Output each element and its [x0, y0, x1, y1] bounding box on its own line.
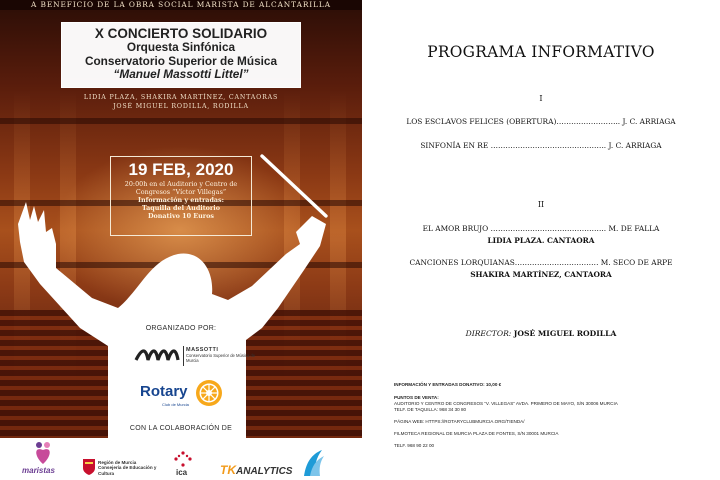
program-page — [362, 0, 720, 480]
tk-analytics-logo — [220, 463, 292, 477]
region-shield-icon — [82, 458, 96, 476]
poster-performers — [0, 93, 362, 111]
massotti-wave-icon — [134, 346, 180, 364]
program-item: SINFONÍA EN RE ……………………………………….. J. C. ARRIAGA — [420, 141, 662, 150]
box-office-phone: TELF. DE TAQUILLA: 968 34 30 80 — [394, 407, 467, 412]
poster-title-box — [61, 22, 301, 88]
program-item: CANCIONES LORQUIANAS……………………………. M. SECO DE ARPE — [409, 258, 673, 267]
maristas-emblem-icon — [30, 440, 56, 466]
sponsor-logos — [0, 438, 362, 480]
event-venue-line: 20:00h en el Auditorio y Centro de — [124, 180, 238, 188]
massotti-subtitle: Conservatorio Superior de Música de Murcia — [186, 353, 256, 363]
performers-line: LIDIA PLAZA, SHAKIRA MARTÍNEZ, CANTAORAS — [83, 94, 279, 101]
poster-title: X CONCIERTO SOLIDARIO — [94, 26, 268, 41]
event-info-line: Donativo 10 Euros — [147, 212, 215, 220]
performers-line: JOSÉ MIGUEL RODILLA, RODILLA — [113, 103, 249, 110]
massotti-logo — [134, 344, 254, 368]
program-section-number: II — [537, 200, 545, 209]
logo-divider — [183, 346, 184, 366]
event-info-line: Taquilla del Auditorio — [141, 204, 220, 212]
director-label: DIRECTOR: — [465, 329, 512, 338]
conservatory-name: Conservatorio Superior de Música — [84, 53, 278, 68]
poster-beneficiary-line: A BENEFICIO DE LA OBRA SOCIAL MARISTA DE ALCANTARILLA — [31, 0, 331, 9]
tk-suffix: ANALYTICS — [236, 466, 293, 477]
tk-prefix: TK — [220, 463, 236, 477]
program-section-number: I — [539, 94, 543, 103]
event-info-line: Información y entradas: — [137, 196, 225, 204]
event-date: 19 FEB, 2020 — [128, 160, 234, 179]
organized-by-label: ORGANIZADO POR: — [145, 325, 217, 332]
event-details-box — [110, 156, 252, 236]
program-heading: PROGRAMA INFORMATIVO — [427, 43, 655, 61]
ica-logo: ica — [176, 468, 188, 477]
sponsor-wave-icon — [300, 448, 326, 478]
ticket-info-title: INFORMACIÓN Y ENTRADAS DONATIVO: 10,00 € — [394, 382, 502, 387]
sales-point-address: AUDITORIO Y CENTRO DE CONGRESOS “V. VILLEGAS” AVDA. PRIMERO DE MAYO, S/N 30006 MURCIA — [394, 401, 618, 406]
region-murcia-logo: Región de Murcia Consejería de Educación y Cultura — [98, 460, 157, 476]
rotary-club-name: Club de Murcia — [162, 402, 189, 407]
orchestra-name: Orquesta Sinfónica — [126, 40, 236, 54]
conservatory-dedication: “Manuel Massotti Littel” — [113, 67, 249, 81]
program-item-performer: SHAKIRA MARTÍNEZ, CANTAORA — [470, 270, 612, 279]
rotary-wheel-icon — [194, 378, 224, 408]
filmoteca-address: FILMOTECA REGIONAL DE MURCIA PLAZA DE FONTES, S/N 30001 MURCIA — [394, 431, 559, 436]
rotary-logo — [140, 378, 230, 414]
rotary-wordmark: Rotary — [140, 383, 188, 400]
massotti-name: MASSOTTI — [186, 347, 219, 353]
ica-emblem-icon — [172, 450, 194, 468]
director-name: JOSÉ MIGUEL RODILLA — [513, 329, 617, 338]
filmoteca-phone: TELF. 968 90 22 00 — [394, 443, 435, 448]
website-line: PÁGINA WEB: HTTPS://ROTARYCLUBMURCIA.ORG/TIENDA/ — [394, 419, 525, 424]
theatre-balcony — [0, 118, 362, 124]
sales-points-title: PUNTOS DE VENTA: — [394, 395, 439, 400]
event-venue-line: Congresos “Víctor Villegas” — [135, 188, 227, 196]
program-item: LOS ESCLAVOS FELICES (OBERTURA)…………………….. J. C. ARRIAGA — [406, 117, 676, 126]
maristas-logo: maristas — [22, 466, 55, 475]
collaboration-label: CON LA COLABORACIÓN DE — [129, 425, 233, 432]
program-item: EL AMOR BRUJO ……………………………………….. M. DE FALLA — [422, 224, 660, 233]
program-director — [362, 329, 720, 338]
program-item-performer: LIDIA PLAZA. CANTAORA — [487, 236, 595, 245]
